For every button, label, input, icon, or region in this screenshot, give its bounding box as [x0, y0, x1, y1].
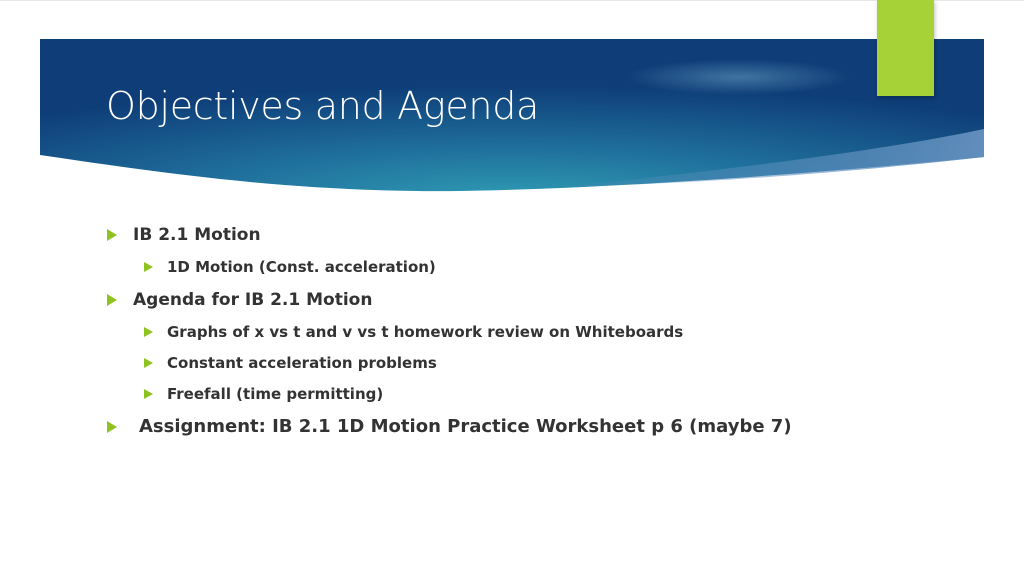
sub-bullet-item: Graphs of x vs t and v vs t homework review on Whiteboards: [167, 323, 684, 341]
bullet-arrow-icon: [107, 294, 117, 306]
bullet-arrow-icon: [107, 229, 117, 241]
bullet-arrow-icon: [144, 358, 153, 368]
bullet-item: Assignment: IB 2.1 1D Motion Practice Worksheet p 6 (maybe 7): [139, 416, 792, 437]
sub-bullet-item: Freefall (time permitting): [167, 385, 384, 403]
bullet-arrow-icon: [107, 421, 117, 433]
slide-title: Objectives and Agenda: [106, 84, 540, 128]
bullet-arrow-icon: [144, 327, 153, 337]
bullet-item: Agenda for IB 2.1 Motion: [133, 290, 373, 310]
bullet-item: IB 2.1 Motion: [133, 225, 261, 245]
bullet-arrow-icon: [144, 262, 153, 272]
sub-bullet-item: Constant acceleration problems: [167, 354, 437, 372]
bullet-arrow-icon: [144, 389, 153, 399]
sub-bullet-item: 1D Motion (Const. acceleration): [167, 258, 436, 276]
